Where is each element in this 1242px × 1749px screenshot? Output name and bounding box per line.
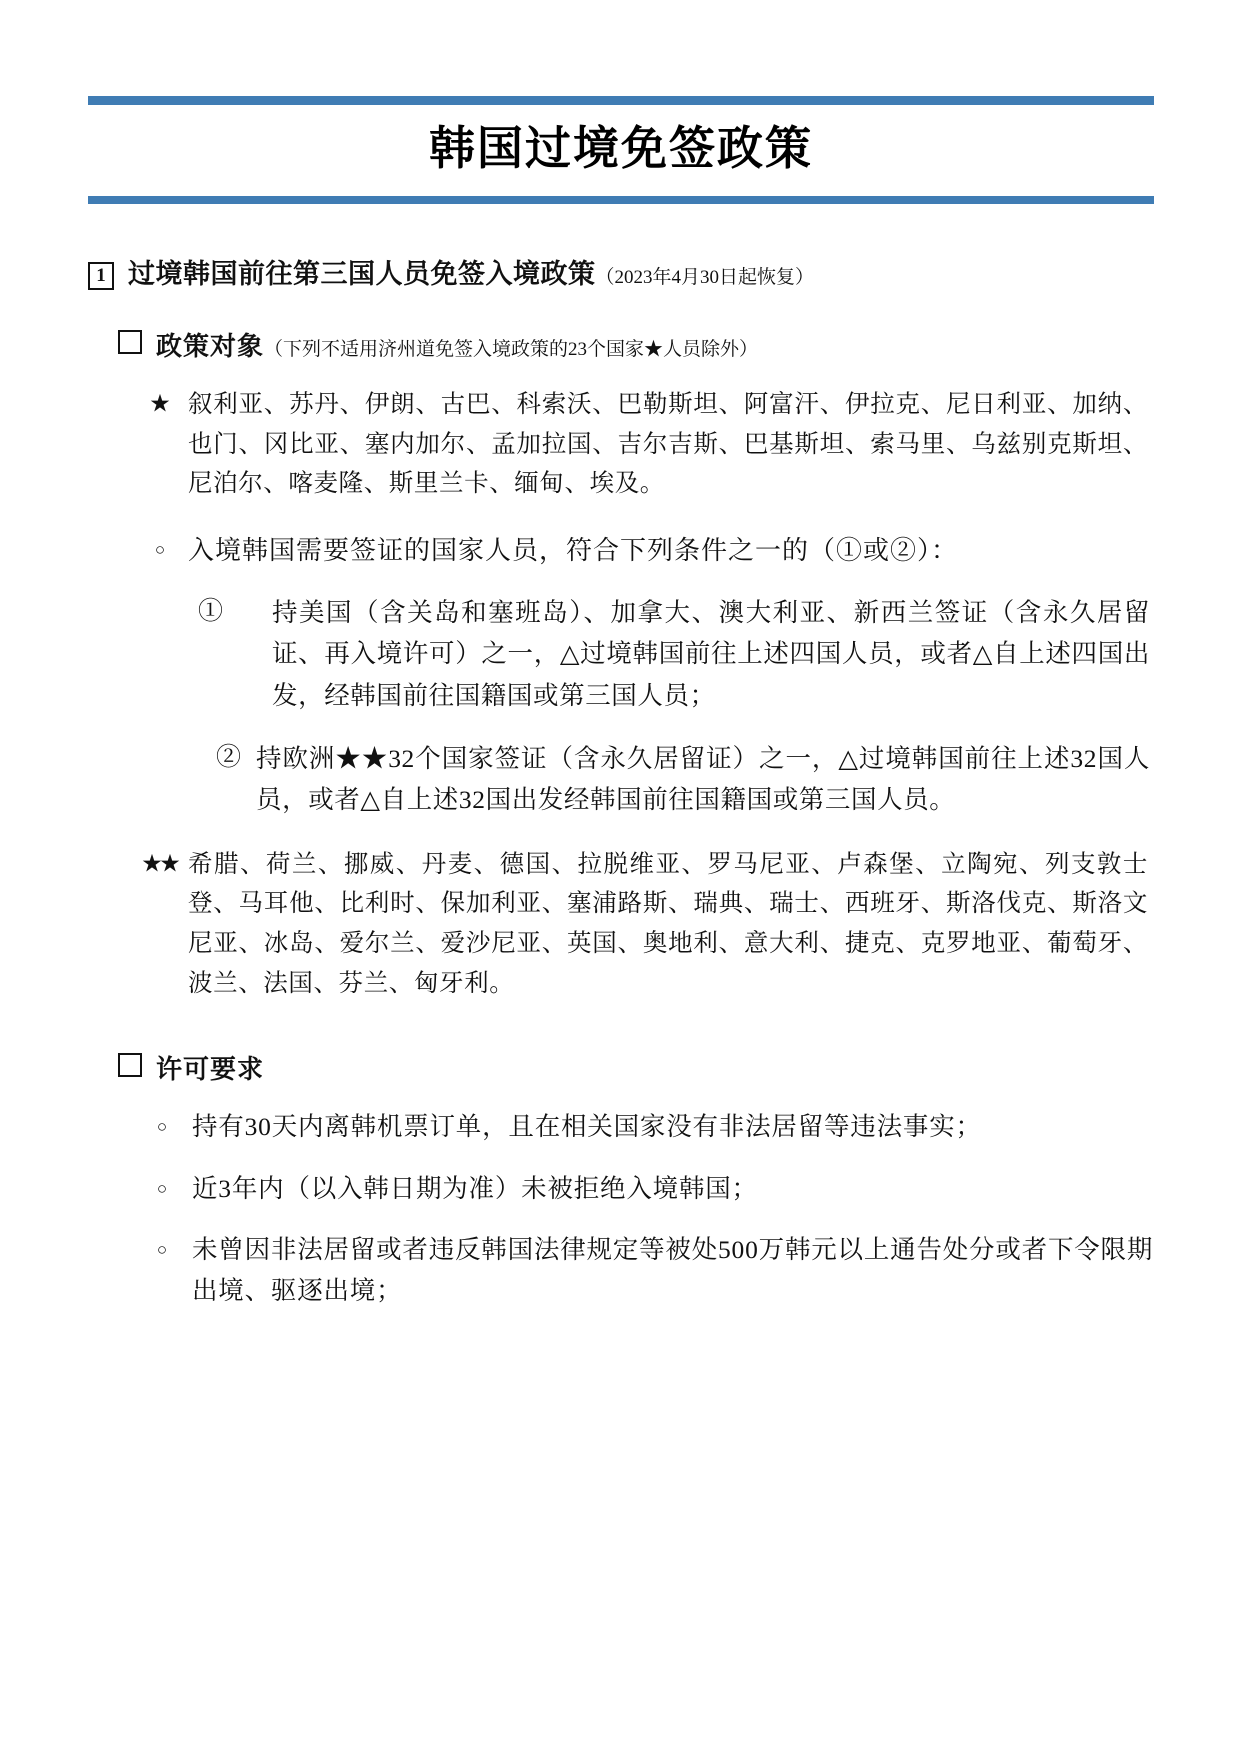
- europe-countries-text: 希腊、荷兰、挪威、丹麦、德国、拉脱维亚、罗马尼亚、卢森堡、立陶宛、列支敦士登、马耳他、比利时、保加利亚、塞浦路斯、瑞典、瑞士、西班牙、斯洛伐克、斯洛文尼亚、冰岛、爱尔兰、爱沙尼亚、英国、奥地利、意大利、捷克、克罗地亚、葡萄牙、波兰、法国、芬兰、匈牙利。: [188, 850, 1148, 997]
- condition-1-marker: ①: [198, 598, 224, 626]
- circle-bullet-icon: ○: [156, 1178, 168, 1198]
- permission-list: [132, 1106, 1154, 1311]
- star-marker: ★: [150, 392, 170, 415]
- policy-target-note: （下列不适用济州道免签入境政策的23个国家★人员除外）: [264, 338, 759, 360]
- policy-target-heading-group: [156, 326, 758, 363]
- condition-item-1: [198, 592, 1154, 716]
- excluded-countries-text: 叙利亚、苏丹、伊朗、古巴、科索沃、巴勒斯坦、阿富汗、伊拉克、尼日利亚、加纳、也门、冈比亚、塞内加尔、孟加拉国、吉尔吉斯、巴基斯坦、索马里、乌兹别克斯坦、尼泊尔、喀麦隆、斯里兰卡、缅甸、埃及。: [188, 390, 1148, 498]
- double-star-marker: ★★: [142, 852, 178, 875]
- condition-1-text: 持美国（含关岛和塞班岛）、加拿大、澳大利亚、新西兰签证（含永久居留证、再入境许可）之一，△过境韩国前往上述四国人员，或者△自上述四国出发，经韩国前往国籍国或第三国人员；: [272, 598, 1150, 710]
- condition-item-2: [216, 738, 1154, 821]
- permission-item: [132, 1168, 1154, 1209]
- policy-target-title: 政策对象: [156, 331, 265, 361]
- condition-2-marker: ②: [216, 743, 242, 771]
- permission-item-text: 未曾因非法居留或者违反韩国法律规定等被处500万韩元以上通告处分或者下令限期出境、驱逐出境；: [192, 1234, 1154, 1306]
- permission-item-text: 近3年内（以入韩日期为准）未被拒绝入境韩国；: [192, 1173, 758, 1203]
- permission-heading: [118, 1049, 1154, 1086]
- title-rule-bottom: [88, 196, 1154, 204]
- section-1-title: 过境韩国前往第三国人员免签入境政策: [128, 258, 596, 289]
- circle-bullet-icon: ○: [156, 1239, 168, 1259]
- hollow-square-icon: [118, 330, 142, 354]
- page-title: 韩国过境免签政策: [429, 123, 813, 174]
- condition-intro-text: 入境韩国需要签证的国家人员，符合下列条件之一的（①或②）：: [188, 535, 959, 565]
- excluded-countries-row: [132, 385, 1154, 504]
- section-number-box: 1: [88, 262, 114, 290]
- permission-item: [132, 1106, 1154, 1147]
- title-block: [88, 96, 1154, 204]
- section-1-heading-group: [128, 252, 814, 291]
- hollow-square-icon-2: [118, 1053, 142, 1077]
- section-1-header: [88, 252, 1154, 292]
- europe-countries-row: [132, 845, 1154, 1004]
- title-rule-top: [88, 96, 1154, 105]
- permission-item: [132, 1229, 1154, 1312]
- condition-intro-row: [132, 530, 1154, 572]
- permission-item-text: 持有30天内离韩机票订单，且在相关国家没有非法居留等违法事实；: [192, 1112, 982, 1142]
- condition-2-text: 持欧洲★★32个国家签证（含永久居留证）之一，△过境韩国前往上述32国人员，或者△自上述32国出发经韩国前往国籍国或第三国人员。: [256, 743, 1150, 815]
- section-1-note: （2023年4月30日起恢复）: [595, 266, 815, 288]
- circle-bullet-icon: ○: [156, 1117, 168, 1137]
- policy-target-heading: [118, 326, 1154, 363]
- permission-title: 许可要求: [156, 1055, 265, 1085]
- circle-bullet-icon: ○: [154, 539, 166, 559]
